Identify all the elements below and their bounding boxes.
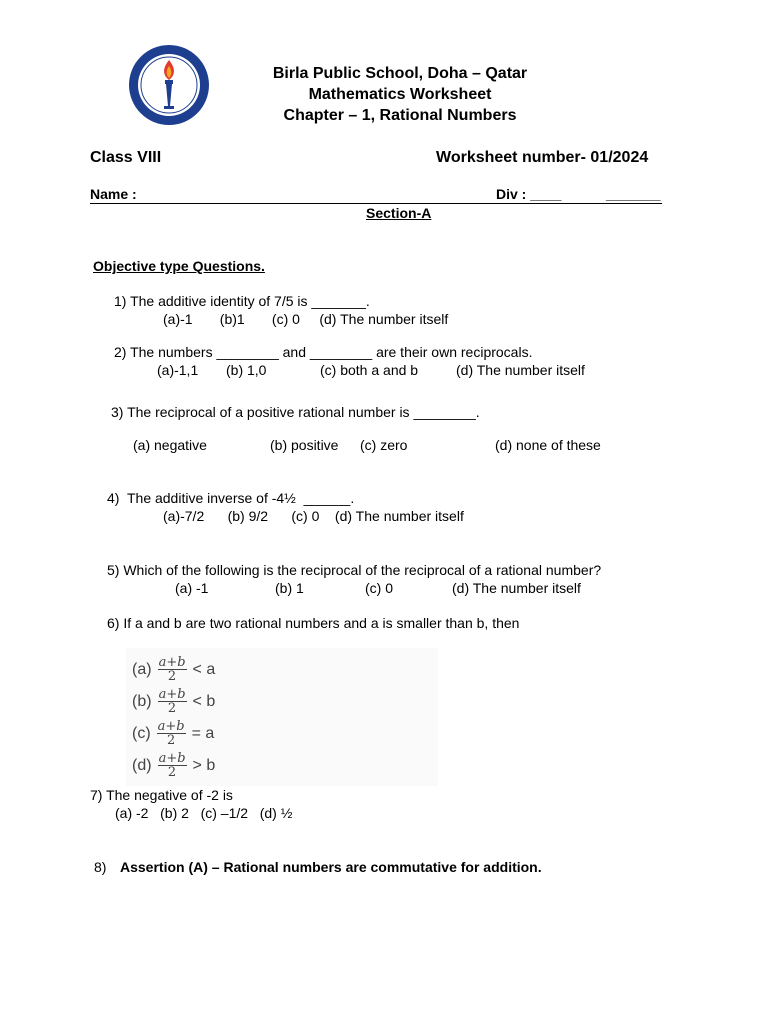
- fraction-numerator: a+b: [157, 719, 185, 734]
- question-5-option-d: (d) The number itself: [452, 580, 581, 596]
- worksheet-number: Worksheet number- 01/2024: [436, 149, 649, 166]
- question-1: 1) The additive identity of 7/5 is _______.: [114, 293, 370, 309]
- relation: > b: [192, 756, 216, 774]
- question-3: 3) The reciprocal of a positive rational number is ________.: [111, 404, 480, 420]
- fraction-numerator: a+b: [158, 751, 186, 766]
- option-label: (b): [132, 692, 152, 710]
- question-2-option-b: (b) 1,0: [226, 362, 267, 378]
- question-1-options: (a)-1 (b)1 (c) 0 (d) The number itself: [163, 311, 449, 327]
- question-6: 6) If a and b are two rational numbers and a is smaller than b, then: [107, 615, 520, 631]
- objective-heading: Objective type Questions.: [93, 258, 265, 274]
- question-8-number: 8): [94, 859, 107, 875]
- fraction: [158, 688, 187, 715]
- fraction-denominator: 2: [167, 733, 176, 748]
- question-2-option-c: (c) both a and b: [320, 362, 419, 378]
- question-4: 4) The additive inverse of -4½ ______.: [107, 490, 355, 506]
- option-label: (c): [132, 724, 151, 742]
- name-line: [90, 203, 662, 204]
- question-6-option-c: [132, 720, 214, 747]
- question-6-option-a: [132, 656, 215, 683]
- worksheet-title: Mathematics Worksheet: [308, 86, 492, 103]
- name-label: Name :: [90, 186, 137, 202]
- fraction: [157, 720, 186, 747]
- question-7: 7) The negative of -2 is: [90, 787, 233, 803]
- class-label: Class VIII: [90, 149, 162, 166]
- question-5-option-b: (b) 1: [275, 580, 304, 596]
- question-3-option-c: (c) zero: [360, 437, 408, 453]
- fraction-denominator: 2: [167, 765, 177, 780]
- relation: = a: [191, 724, 215, 742]
- fraction: [158, 752, 187, 779]
- relation: < a: [192, 660, 216, 678]
- fraction-numerator: a+b: [158, 687, 186, 702]
- question-7-options: (a) -2 (b) 2 (c) –1/2 (d) ½: [115, 805, 293, 821]
- relation: < b: [192, 692, 216, 710]
- question-8: Assertion (A) – Rational numbers are commutative for addition.: [120, 859, 542, 875]
- question-5: 5) Which of the following is the reciprocal of the reciprocal of a rational number?: [107, 562, 602, 578]
- question-6-option-d: [132, 752, 215, 779]
- school-name: Birla Public School, Doha – Qatar: [272, 65, 528, 82]
- div-label: Div : ____: [496, 186, 562, 202]
- fraction-denominator: 2: [167, 669, 177, 684]
- option-label: (a): [132, 660, 152, 678]
- question-3-option-a: (a) negative: [133, 437, 207, 453]
- chapter-title: Chapter – 1, Rational Numbers: [283, 107, 517, 124]
- question-4-options: (a)-7/2 (b) 9/2 (c) 0 (d) The number itself: [163, 508, 464, 524]
- section-heading: Section-A: [366, 205, 432, 221]
- question-2-option-a: (a)-1,1: [157, 362, 199, 378]
- div-blank: _______: [606, 186, 661, 202]
- question-3-option-d: (d) none of these: [495, 437, 601, 453]
- question-3-option-b: (b) positive: [270, 437, 339, 453]
- question-5-option-a: (a) -1: [175, 580, 209, 596]
- option-label: (d): [132, 756, 152, 774]
- question-6-option-b: [132, 688, 215, 715]
- question-2-option-d: (d) The number itself: [456, 362, 585, 378]
- fraction-numerator: a+b: [158, 655, 186, 670]
- question-2: 2) The numbers ________ and ________ are their own reciprocals.: [114, 344, 533, 360]
- fraction-denominator: 2: [167, 701, 177, 716]
- school-logo: [128, 44, 210, 126]
- fraction: [158, 656, 187, 683]
- question-5-option-c: (c) 0: [365, 580, 393, 596]
